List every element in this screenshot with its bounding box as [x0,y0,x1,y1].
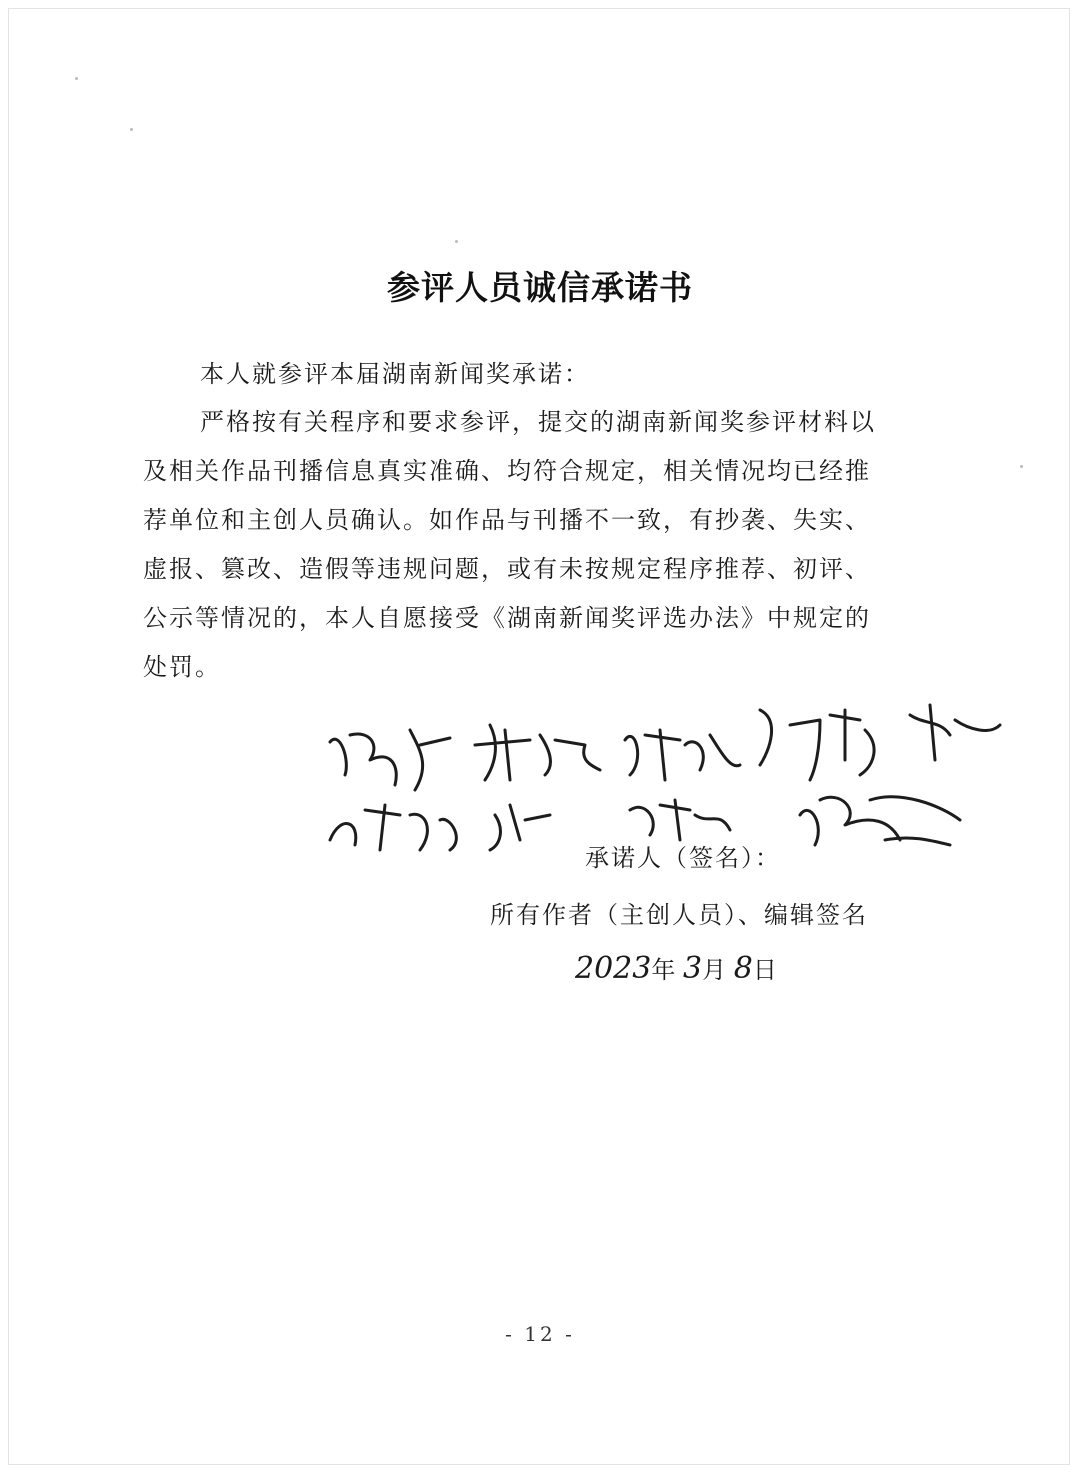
body-line: 处罚。 [143,653,221,681]
body-line: 荐单位和主创人员确认。如作品与刊播不一致，有抄袭、失实、 [143,506,871,534]
document-title: 参评人员诚信承诺书 [387,268,693,307]
signature-note: 所有作者（主创人员）、编辑签名 [490,901,868,929]
date-month-suffix: 月 [702,956,727,984]
intro-paragraph: 本人就参评本届湖南新闻奖承诺： [200,360,590,388]
date-year: 2023 [575,951,652,986]
body-line: 公示等情况的，本人自愿接受《湖南新闻奖评选办法》中规定的 [143,604,871,632]
scan-speck [75,77,78,80]
body-line: 及相关作品刊播信息真实准确、均符合规定，相关情况均已经推 [143,457,871,485]
date-day-suffix: 日 [752,956,777,984]
scan-speck [455,240,458,243]
scan-speck [130,128,133,131]
body-line: 严格按有关程序和要求参评，提交的湖南新闻奖参评材料以 [200,408,876,436]
date-month: 3 [683,951,703,986]
scan-speck [1020,465,1023,468]
page-number: - 12 - [505,1322,575,1346]
body-paragraph [143,398,876,692]
signature-label: 承诺人（签名）： [585,844,781,872]
date-day: 8 [733,951,753,986]
body-line: 虚报、篡改、造假等违规问题，或有未按规定程序推荐、初评、 [143,555,871,583]
signing-date [575,950,777,986]
date-year-suffix: 年 [651,956,676,984]
